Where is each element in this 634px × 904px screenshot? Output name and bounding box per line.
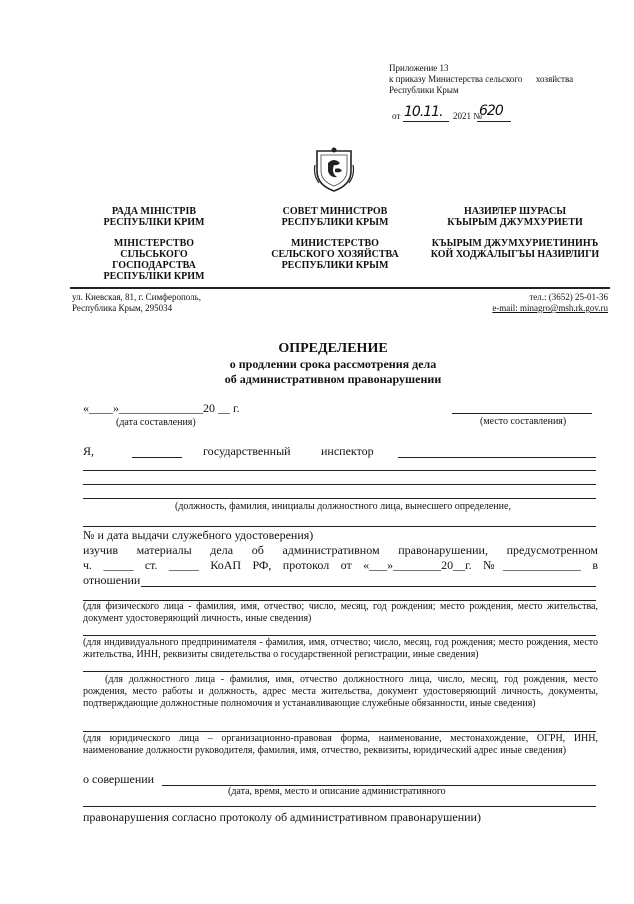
header-ua-line-d: СІЛЬСЬКОГО <box>120 249 188 260</box>
address-phone: тел.: (3652) 25-01-36 <box>529 292 608 302</box>
header-ru-line-a: СОВЕТ МИНИСТРОВ <box>282 206 388 217</box>
header-ct-line-b: КЪЫРЫМ ДЖУМХУРИЕТИ <box>447 217 583 228</box>
header-ua-line-e: ГОСПОДАРСТВА <box>112 260 196 271</box>
commission-caption: (дата, время, место и описание административного <box>228 786 446 797</box>
article-text: ч. _____ ст. _____ КоАП РФ, протокол от «___»________20__г. №_____________ в <box>83 558 598 572</box>
header-col-ukrainian <box>100 206 208 282</box>
physical-caption: (для физического лица - фамилия, имя, отчество; число, месяц, год рождения; место рождения, место жительства, документ удостоверяющий личность, иные сведения) <box>83 601 598 624</box>
header-ru-line-b: РЕСПУБЛИКИ КРЫМ <box>281 217 389 228</box>
order-number-handwritten: 620 <box>479 103 503 119</box>
date-caption: (дата составления) <box>116 417 196 428</box>
ya-label: Я, <box>83 444 95 458</box>
header-ua-line-a: РАДА МІНІСТРІВ <box>111 206 197 217</box>
inspector-line-5[interactable] <box>83 526 596 527</box>
appendix-line-1: Приложение 13 <box>389 63 449 73</box>
header-ru-line-e: РЕСПУБЛИКИ КРЫМ <box>281 260 389 271</box>
crimea-emblem-icon <box>313 145 355 193</box>
address-street: ул. Киевская, 81, г. Симферополь, <box>72 292 202 302</box>
inspector-label: инспектор <box>321 444 374 458</box>
header-ct-line-c: КЪЫРЫМ ДЖУМХУРИЕТИНИНЪ <box>431 238 599 249</box>
place-caption: (место составления) <box>480 416 567 427</box>
header-ct-line-a: НАЗИРЛЕР ШУРАСЫ <box>463 206 567 217</box>
date-field[interactable]: «____»______________20 __ г. <box>83 401 240 415</box>
order-year: 2021 № <box>453 111 482 121</box>
address-right <box>440 292 608 314</box>
address-city: Республика Крым, 295034 <box>72 303 173 313</box>
official-field[interactable] <box>83 671 596 672</box>
appendix-line-2: к приказу Министерства сельского хозяйства <box>389 74 574 84</box>
header-ua-line-b: РЕСПУБЛІКИ КРИМ <box>103 217 205 228</box>
place-field[interactable] <box>452 413 592 414</box>
address-email: e-mail: minagro@msh.rk.gov.ru <box>492 303 608 313</box>
ya-blank[interactable] <box>132 457 182 458</box>
regarding-label: отношении <box>83 573 141 587</box>
address-left <box>72 292 201 314</box>
header-ua-line-f: РЕСПУБЛІКИ КРИМ <box>103 271 205 282</box>
header-ct-line-d: КОЙ ХОДЖАЛЫГЪЫ НАЗИРЛИГИ <box>430 249 600 260</box>
commission-field-2[interactable] <box>83 806 596 807</box>
document-subtitle-2: об административном правонарушении <box>224 372 442 386</box>
header-rule <box>70 287 610 289</box>
official-caption: (для должностного лица - фамилия, имя, отчество должностного лица, число, месяц, год рождения, место рождения, место работы и должность, адрес места жительства, документ удостоверяющий личность, документы, подтверждающие должностные полномочия и устанавливающие служебные обязанности, иные сведения) <box>83 674 598 709</box>
inspector-line-4[interactable] <box>83 498 596 499</box>
order-date-handwritten: 10.11. <box>404 104 443 120</box>
inspector-name-field[interactable] <box>398 457 596 458</box>
commission-label: о совершении <box>83 772 155 786</box>
appendix-line-3: Республики Крым <box>389 85 459 95</box>
inspector-line-3[interactable] <box>83 484 596 485</box>
certificate-caption: № и дата выдачи служебного удостоверения) <box>83 528 314 542</box>
final-text: правонарушения согласно протоколу об административном правонарушении) <box>83 810 481 824</box>
header-col-crimean-tatar <box>430 206 600 260</box>
order-from-label: от <box>392 111 401 121</box>
header-ru-line-d: СЕЛЬСКОГО ХОЗЯЙСТВА <box>271 249 399 260</box>
appendix-block <box>389 63 609 96</box>
header-ru-line-c: МИНИСТЕРСТВО <box>291 238 379 249</box>
ip-field[interactable] <box>83 635 596 636</box>
document-subtitle-1: о продлении срока рассмотрения дела <box>229 357 437 371</box>
legal-caption: (для юридического лица – организационно-правовая форма, наименование, местонахождение, ОГРН, ИНН, наименование должности руководителя, фамилия, имя, отчество, реквизиты, юридический адрес иные сведения) <box>83 733 598 756</box>
document-title: ОПРЕДЕЛЕНИЕ <box>278 341 388 356</box>
header-ua-line-c: МІНІСТЕРСТВО <box>113 238 195 249</box>
ip-caption: (для индивидуального предпринимателя - фамилия, имя, отчество; число, месяц, год рождения; место рождения, место жительства, ИНН, реквизиты свидетельства о государственной регистрации, иные сведения) <box>83 637 598 660</box>
regarding-field[interactable] <box>141 586 596 587</box>
document-title-block <box>150 340 516 387</box>
studied-text: изучив материалы дела об административном правонарушении, предусмотренном <box>83 543 598 557</box>
legal-field[interactable] <box>83 731 596 732</box>
header-col-russian <box>262 206 408 271</box>
state-label: государственный <box>203 444 291 458</box>
inspector-line-2[interactable] <box>83 470 596 471</box>
position-caption: (должность, фамилия, инициалы должностного лица, вынесшего определение, <box>175 501 511 512</box>
